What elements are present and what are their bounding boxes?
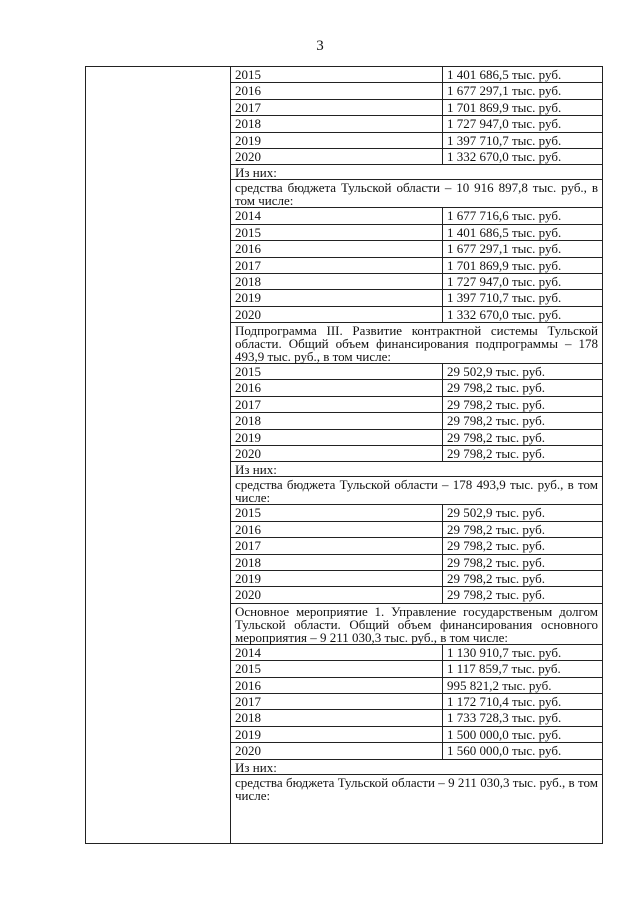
year-row bbox=[231, 116, 602, 132]
block2-text: средства бюджета Тульской области – 10 916 897,8 тыс. руб., в том числе: bbox=[231, 180, 602, 208]
amount-cell: 29 798,2 тыс. руб. bbox=[447, 413, 545, 429]
amount-cell: 1 172 710,4 тыс. руб. bbox=[447, 693, 562, 709]
amount-cell: 1 397 710,7 тыс. руб. bbox=[447, 290, 562, 306]
amount-cell: 1 733 728,3 тыс. руб. bbox=[447, 710, 562, 726]
year-row bbox=[231, 397, 602, 413]
amount-cell: 1 677 297,1 тыс. руб. bbox=[447, 83, 562, 99]
amount-cell: 1 500 000,0 тыс. руб. bbox=[447, 726, 562, 742]
amount-cell: 1 117 859,7 тыс. руб. bbox=[447, 661, 561, 677]
right-column bbox=[231, 67, 602, 802]
year-row bbox=[231, 100, 602, 116]
year-row bbox=[231, 743, 602, 759]
year-cell: 2018 bbox=[231, 710, 443, 725]
amount-cell: 1 677 297,1 тыс. руб. bbox=[447, 241, 562, 257]
year-cell: 2018 bbox=[231, 274, 443, 289]
year-cell: 2020 bbox=[231, 587, 443, 602]
year-cell: 2015 bbox=[231, 505, 443, 520]
year-cell: 2020 bbox=[231, 743, 443, 758]
amount-cell: 29 798,2 тыс. руб. bbox=[447, 521, 545, 537]
financing-table bbox=[85, 66, 603, 844]
block4-heading: Из них: bbox=[231, 462, 602, 477]
year-cell: 2016 bbox=[231, 380, 443, 395]
year-row bbox=[231, 587, 602, 603]
block6-heading: Из них: bbox=[231, 760, 602, 775]
year-cell: 2016 bbox=[231, 678, 443, 693]
amount-cell: 1 130 910,7 тыс. руб. bbox=[447, 644, 562, 660]
year-cell: 2015 bbox=[231, 661, 443, 676]
year-cell: 2019 bbox=[231, 430, 443, 445]
year-row bbox=[231, 133, 602, 149]
year-cell: 2017 bbox=[231, 397, 443, 412]
year-cell: 2019 bbox=[231, 727, 443, 742]
amount-cell: 1 677 716,6 тыс. руб. bbox=[447, 208, 562, 224]
amount-cell: 1 560 000,0 тыс. руб. bbox=[447, 743, 562, 759]
amount-cell: 1 401 686,5 тыс. руб. bbox=[447, 224, 562, 240]
year-row bbox=[231, 413, 602, 429]
amount-cell: 29 798,2 тыс. руб. bbox=[447, 380, 545, 396]
year-cell: 2015 bbox=[231, 67, 443, 82]
year-cell: 2016 bbox=[231, 83, 443, 98]
left-column bbox=[86, 67, 231, 843]
amount-cell: 29 798,2 тыс. руб. bbox=[447, 446, 545, 462]
year-cell: 2017 bbox=[231, 258, 443, 273]
block1-rows bbox=[231, 67, 602, 165]
year-cell: 2018 bbox=[231, 555, 443, 570]
year-cell: 2014 bbox=[231, 645, 443, 660]
year-row bbox=[231, 241, 602, 257]
year-cell: 2020 bbox=[231, 307, 443, 322]
year-row bbox=[231, 307, 602, 323]
year-row bbox=[231, 645, 602, 661]
block6-text: средства бюджета Тульской области – 9 211 030,3 тыс. руб., в том числе: bbox=[235, 774, 598, 803]
year-row bbox=[231, 661, 602, 677]
year-row bbox=[231, 571, 602, 587]
year-row bbox=[231, 522, 602, 538]
year-row bbox=[231, 290, 602, 306]
year-cell: 2016 bbox=[231, 241, 443, 256]
block3-rows bbox=[231, 364, 602, 462]
amount-cell: 29 502,9 тыс. руб. bbox=[447, 505, 545, 521]
block4-text: средства бюджета Тульской области – 178 493,9 тыс. руб., в том числе: bbox=[231, 477, 602, 505]
amount-cell: 29 798,2 тыс. руб. bbox=[447, 396, 545, 412]
year-cell: 2020 bbox=[231, 149, 443, 164]
block4-rows bbox=[231, 505, 602, 603]
main-activity1-text: Основное мероприятие 1. Управление государственым долгом Тульской области. Общий объем финансирования основного мероприятия – 9 211 030,3 тыс. руб., в том числе: bbox=[231, 604, 602, 645]
amount-cell: 29 502,9 тыс. руб. bbox=[447, 364, 545, 380]
page-number: 3 bbox=[316, 38, 324, 54]
year-row bbox=[231, 364, 602, 380]
year-row bbox=[231, 380, 602, 396]
year-cell: 2020 bbox=[231, 446, 443, 461]
year-row bbox=[231, 555, 602, 571]
year-cell: 2019 bbox=[231, 571, 443, 586]
amount-cell: 29 798,2 тыс. руб. bbox=[447, 429, 545, 445]
year-row bbox=[231, 149, 602, 165]
year-cell: 2017 bbox=[231, 538, 443, 553]
year-row bbox=[231, 430, 602, 446]
amount-cell: 1 727 947,0 тыс. руб. bbox=[447, 273, 562, 289]
year-row bbox=[231, 727, 602, 743]
year-row bbox=[231, 83, 602, 99]
year-row bbox=[231, 67, 602, 83]
amount-cell: 29 798,2 тыс. руб. bbox=[447, 538, 545, 554]
block5-rows bbox=[231, 645, 602, 760]
year-cell: 2017 bbox=[231, 694, 443, 709]
year-row bbox=[231, 678, 602, 694]
amount-cell: 995 821,2 тыс. руб. bbox=[447, 677, 552, 693]
year-cell: 2018 bbox=[231, 116, 443, 131]
amount-cell: 29 798,2 тыс. руб. bbox=[447, 587, 545, 603]
amount-cell: 1 727 947,0 тыс. руб. bbox=[447, 116, 562, 132]
amount-cell: 29 798,2 тыс. руб. bbox=[447, 570, 545, 586]
amount-cell: 1 401 686,5 тыс. руб. bbox=[447, 67, 562, 82]
amount-cell: 1 701 869,9 тыс. руб. bbox=[447, 99, 562, 115]
year-cell: 2014 bbox=[231, 208, 443, 223]
amount-cell: 1 701 869,9 тыс. руб. bbox=[447, 257, 562, 273]
year-cell: 2018 bbox=[231, 413, 443, 428]
year-cell: 2019 bbox=[231, 133, 443, 148]
year-row bbox=[231, 274, 602, 290]
year-row bbox=[231, 538, 602, 554]
amount-cell: 1 332 670,0 тыс. руб. bbox=[447, 306, 562, 322]
year-row bbox=[231, 225, 602, 241]
block2-heading: Из них: bbox=[231, 165, 602, 180]
year-row bbox=[231, 710, 602, 726]
amount-cell: 1 397 710,7 тыс. руб. bbox=[447, 132, 562, 148]
year-cell: 2015 bbox=[231, 225, 443, 240]
year-row bbox=[231, 694, 602, 710]
subprogram3-text: Подпрограмма III. Развитие контрактной системы Тульской области. Общий объем финансирования подпрограммы – 178 493,9 тыс. руб., в том числе: bbox=[231, 323, 602, 364]
year-row bbox=[231, 258, 602, 274]
year-cell: 2016 bbox=[231, 522, 443, 537]
year-row bbox=[231, 446, 602, 462]
year-row bbox=[231, 208, 602, 224]
year-cell: 2019 bbox=[231, 290, 443, 305]
block2-rows bbox=[231, 208, 602, 323]
year-row bbox=[231, 505, 602, 521]
amount-cell: 29 798,2 тыс. руб. bbox=[447, 554, 545, 570]
year-cell: 2017 bbox=[231, 100, 443, 115]
amount-cell: 1 332 670,0 тыс. руб. bbox=[447, 148, 562, 164]
year-cell: 2015 bbox=[231, 364, 443, 379]
